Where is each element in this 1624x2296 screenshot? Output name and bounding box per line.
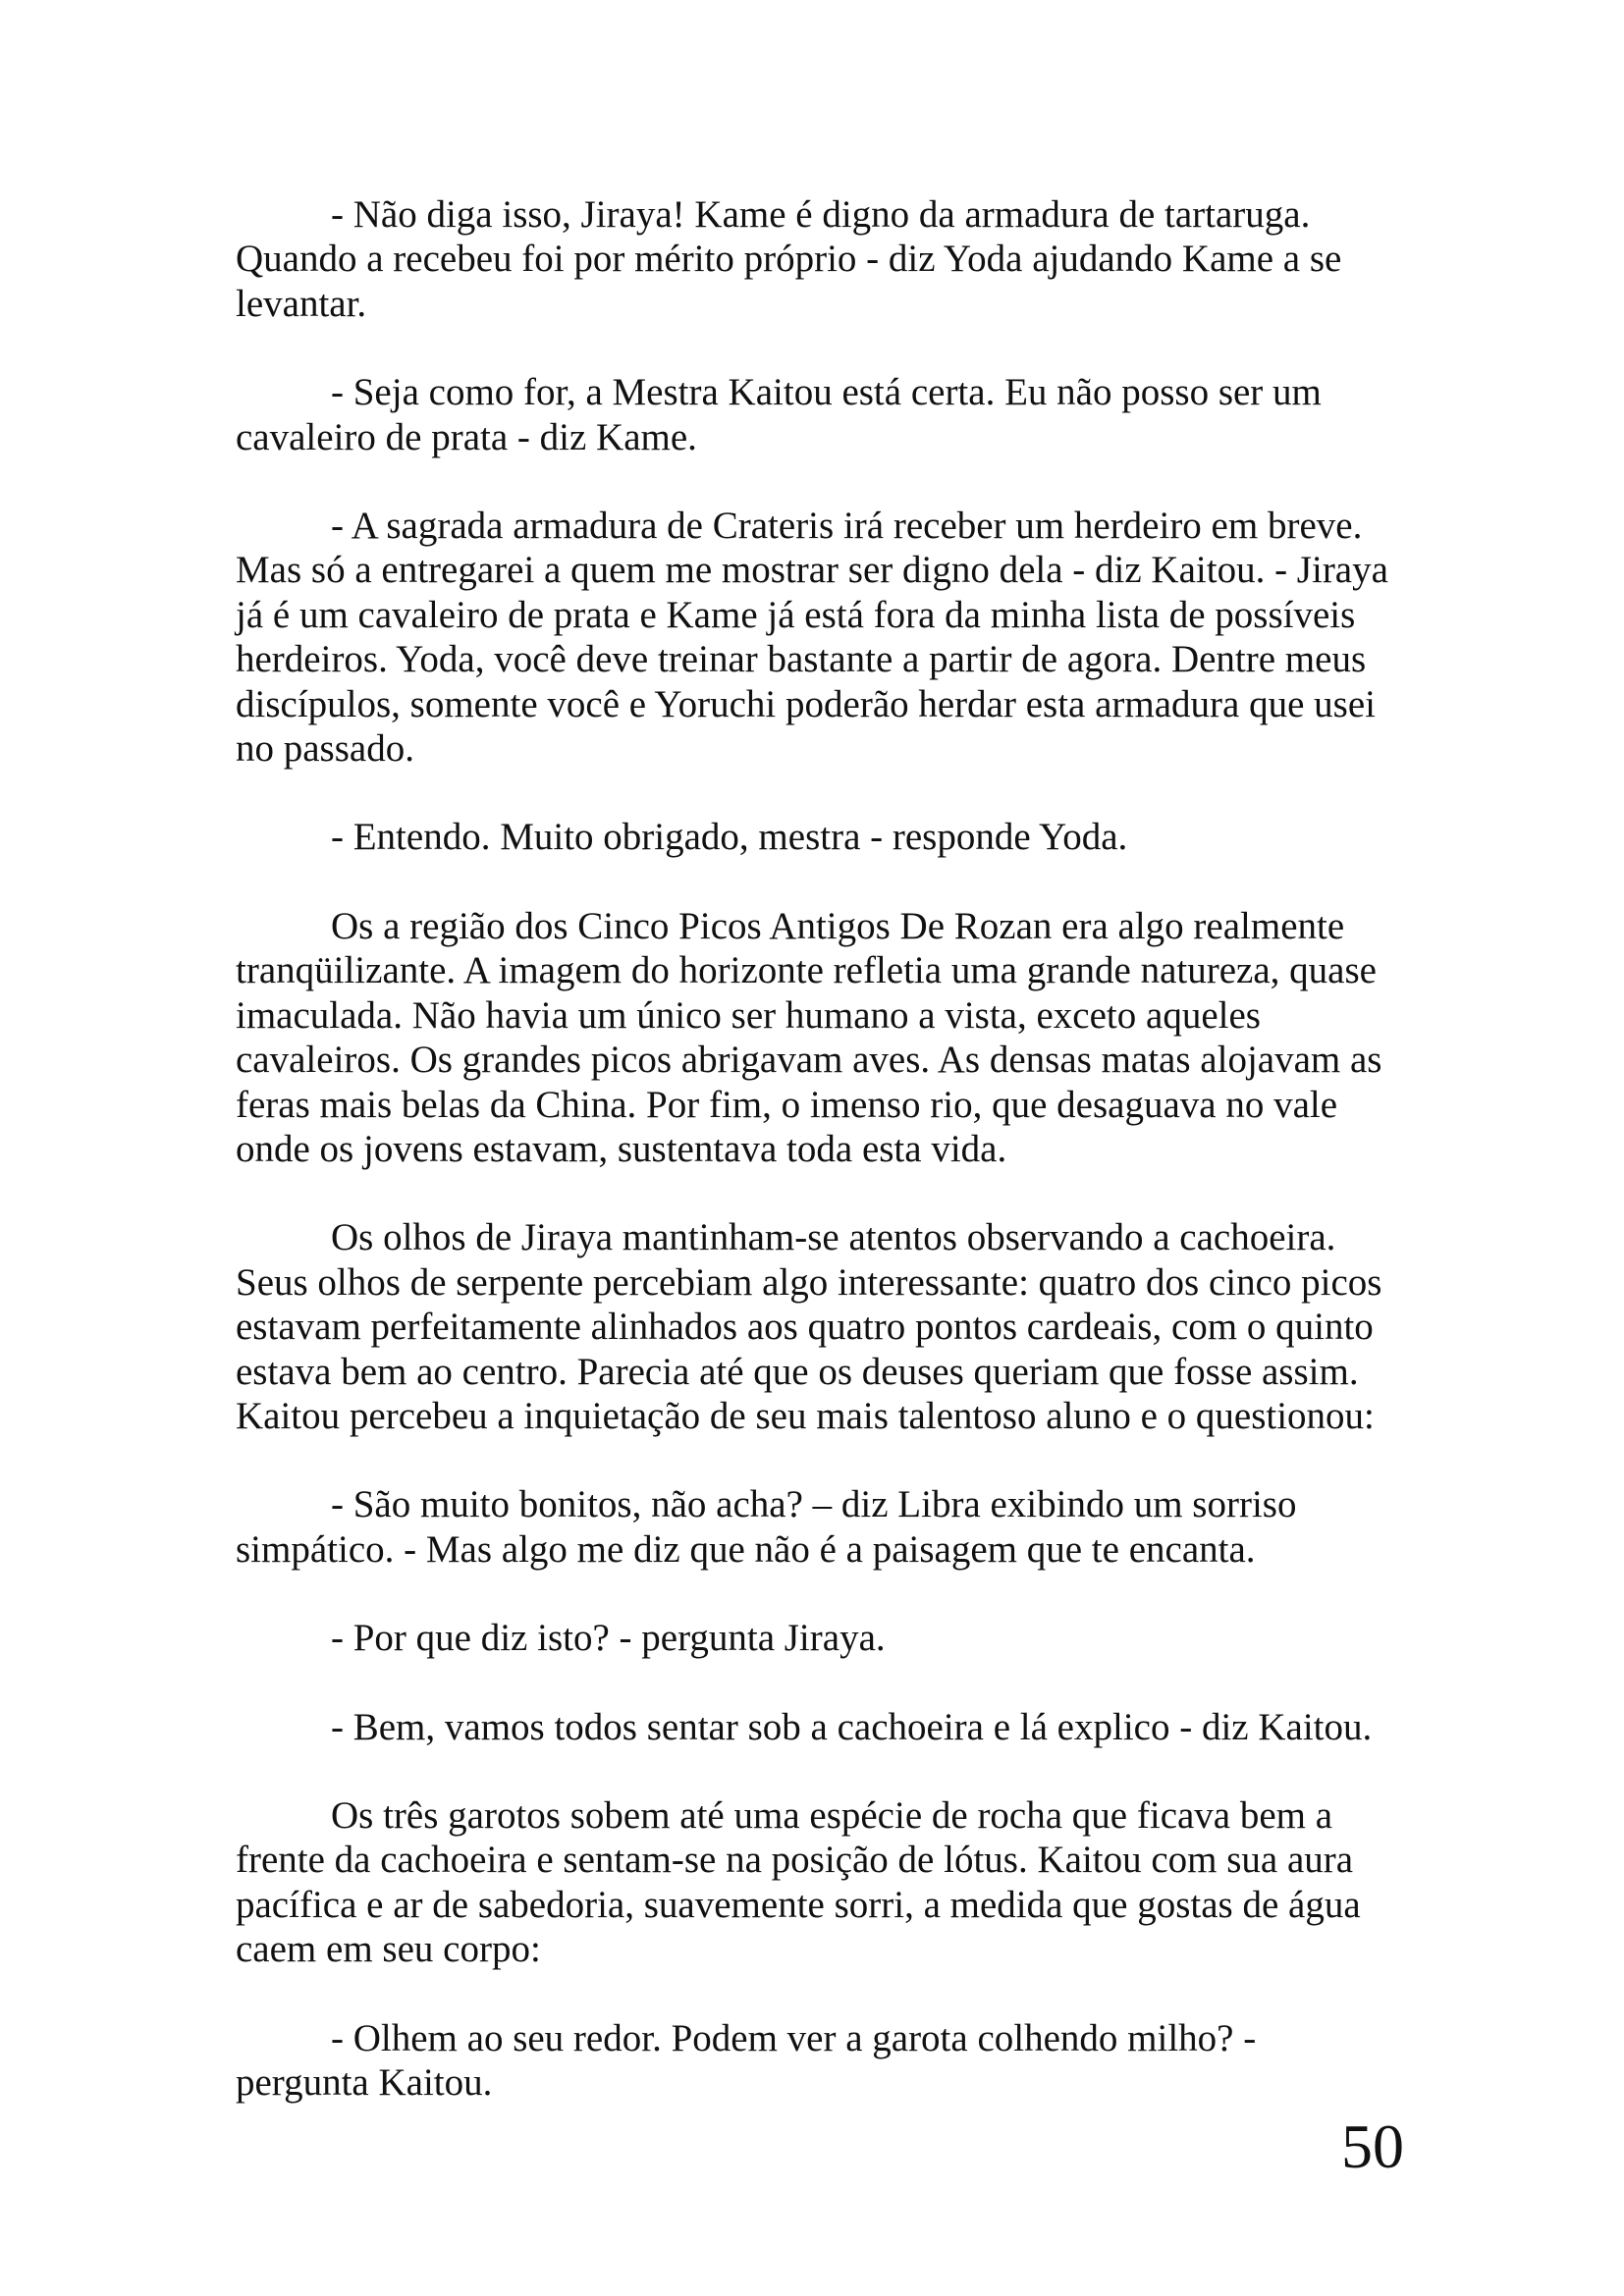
page-number: 50 <box>1341 2111 1404 2181</box>
text-line: simpático. - Mas algo me diz que não é a paisagem que te encanta. <box>236 1527 1256 1571</box>
paragraph <box>236 1616 1394 1660</box>
text-line: caem em seu corpo: <box>236 1928 541 1971</box>
text-line: feras mais belas da China. Por fim, o imenso rio, que desaguava no vale <box>236 1083 1338 1126</box>
text-line: imaculada. Não havia um único ser humano a vista, exceto aqueles <box>236 993 1261 1037</box>
paragraph <box>236 1705 1394 1749</box>
text-line: frente da cachoeira e sentam-se na posição de lótus. Kaitou com sua aura <box>236 1839 1354 1882</box>
text-line: no passado. <box>236 727 414 771</box>
text-line: Seus olhos de serpente percebiam algo interessante: quatro dos cinco picos <box>236 1260 1382 1304</box>
text-line: herdeiros. Yoda, você deve treinar bastante a partir de agora. Dentre meus <box>236 638 1367 681</box>
text-line: Quando a recebeu foi por mérito próprio - diz Yoda ajudando Kame a se <box>236 238 1342 281</box>
text-line: - São muito bonitos, não acha? – diz Libra exibindo um sorriso <box>331 1483 1297 1526</box>
paragraph <box>236 904 1394 1171</box>
text-line: - Por que diz isto? - pergunta Jiraya. <box>331 1617 886 1660</box>
paragraph <box>236 504 1394 771</box>
paragraph <box>236 1215 1394 1438</box>
text-line: - Seja como for, a Mestra Kaitou está certa. Eu não posso ser um <box>331 371 1322 414</box>
text-line: pergunta Kaitou. <box>236 2061 493 2104</box>
text-line: - A sagrada armadura de Crateris irá receber um herdeiro em breve. <box>331 505 1363 548</box>
paragraph <box>236 815 1394 859</box>
text-line: - Bem, vamos todos sentar sob a cachoeira e lá explico - diz Kaitou. <box>331 1705 1373 1748</box>
text-line: Os a região dos Cinco Picos Antigos De Rozan era algo realmente <box>331 904 1345 947</box>
text-line: discípulos, somente você e Yoruchi poderão herdar esta armadura que usei <box>236 682 1376 725</box>
text-line: levantar. <box>236 282 367 325</box>
text-line: cavaleiros. Os grandes picos abrigavam aves. As densas matas alojavam as <box>236 1039 1382 1082</box>
paragraph <box>236 192 1394 326</box>
text-line: pacífica e ar de sabedoria, suavemente sorri, a medida que gostas de água <box>236 1883 1361 1926</box>
paragraph <box>236 1482 1394 1572</box>
text-line: onde os jovens estavam, sustentava toda esta vida. <box>236 1127 1007 1170</box>
text-line: já é um cavaleiro de prata e Kame já está fora da minha lista de possíveis <box>236 593 1356 636</box>
paragraph <box>236 2016 1394 2106</box>
page-body <box>236 192 1394 2149</box>
text-line: tranqüilizante. A imagem do horizonte refletia uma grande natureza, quase <box>236 949 1377 992</box>
text-line: estavam perfeitamente alinhados aos quatro pontos cardeais, com o quinto <box>236 1306 1374 1349</box>
text-line: cavaleiro de prata - diz Kame. <box>236 415 697 458</box>
text-line: Kaitou percebeu a inquietação de seu mais talentoso aluno e o questionou: <box>236 1394 1375 1437</box>
text-line: Os três garotos sobem até uma espécie de rocha que ficava bem a <box>331 1793 1333 1837</box>
text-line: - Olhem ao seu redor. Podem ver a garota colhendo milho? - <box>331 2016 1257 2059</box>
text-line: - Não diga isso, Jiraya! Kame é digno da armadura de tartaruga. <box>331 193 1311 236</box>
text-line: estava bem ao centro. Parecia até que os deuses queriam que fosse assim. <box>236 1350 1359 1393</box>
text-line: Mas só a entregarei a quem me mostrar ser digno dela - diz Kaitou. - Jiraya <box>236 549 1388 592</box>
paragraph <box>236 370 1394 459</box>
text-line: Os olhos de Jiraya mantinham-se atentos observando a cachoeira. <box>331 1216 1336 1259</box>
text-line: - Entendo. Muito obrigado, mestra - responde Yoda. <box>331 816 1128 859</box>
paragraph <box>236 1793 1394 1972</box>
